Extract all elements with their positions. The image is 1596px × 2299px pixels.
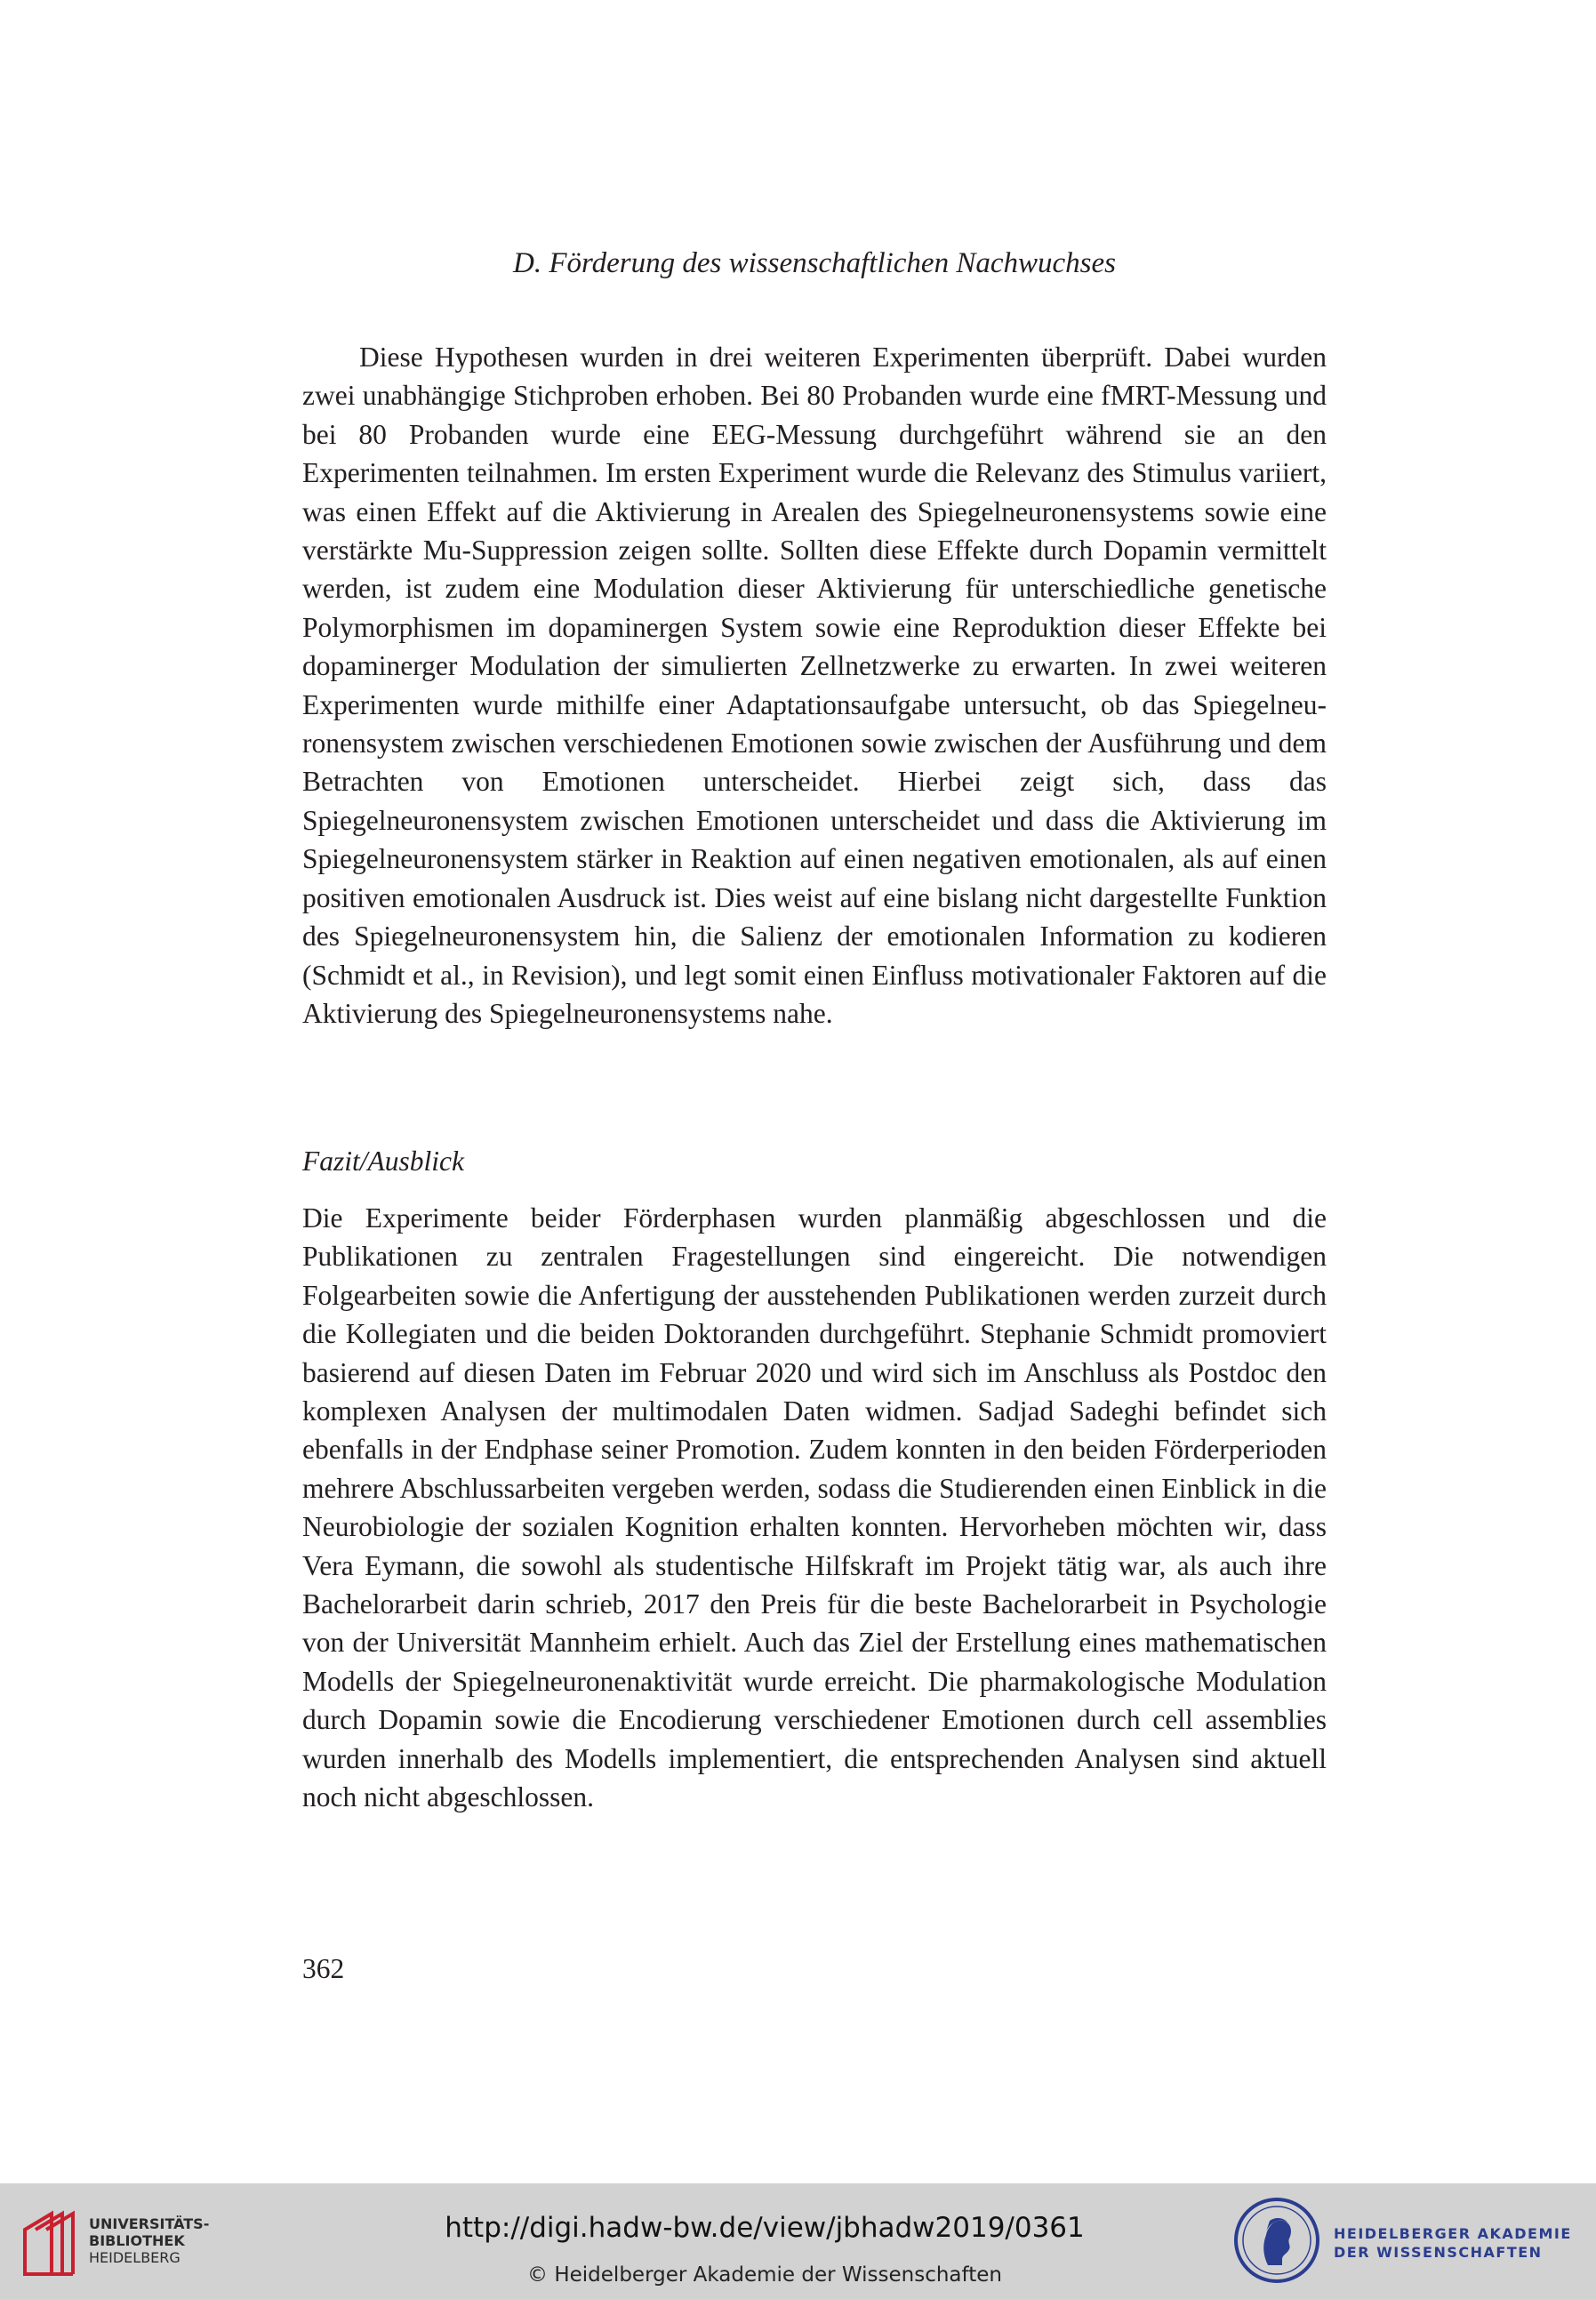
body-paragraph-1 — [302, 338, 1327, 1033]
section-heading: Fazit/Ausblick — [302, 1145, 464, 1177]
university-library-name — [89, 2215, 209, 2266]
footer-copyright: © Heidelberger Akademie der Wissenschaften — [527, 2263, 1002, 2287]
academy-name — [1334, 2224, 1572, 2262]
page-number: 362 — [302, 1953, 345, 1984]
running-head: D. Förderung des wissenschaftlichen Nachwuchses — [513, 247, 1116, 279]
footer-url-link[interactable]: http://digi.hadw-bw.de/view/jbhadw2019/0361 — [445, 2212, 1085, 2244]
footer-bar — [0, 2183, 1596, 2299]
university-library-logo-icon[interactable] — [20, 2203, 82, 2281]
academy-seal-icon[interactable] — [1232, 2196, 1321, 2285]
ub-name-line-1: UNIVERSITÄTS- — [89, 2215, 210, 2232]
academy-name-line-1: HEIDELBERGER AKADEMIE — [1334, 2225, 1572, 2242]
academy-name-line-2: DER WISSENSCHAFTEN — [1334, 2244, 1543, 2261]
body-paragraph-2 — [302, 1199, 1327, 1817]
ub-name-line-2: BIBLIOTHEK — [89, 2232, 185, 2249]
paragraph-text: Diese Hypothesen wurden in drei weiteren Experimenten überprüft. Dabei wurden zwei unabhängige Stichproben erhoben. Bei 80 Probanden wurde eine fMRT-Messung und bei 80 Probanden wurde eine EEG-Messung durchgeführt während sie an den Experimenten teilnahmen. Im ersten Experiment wurde die Relevanz des Stimulus variiert, was einen Effekt auf die Aktivierung in Arealen des Spiegelneuronensystems sowie eine verstärkte Mu-Suppression zeigen sollte. Sollten diese Effekte durch Dopamin vermittelt werden, ist zudem eine Modulation dieser Aktivierung für unterschiedliche genetische Polymorphismen im dopaminergen System sowie eine Reproduktion dieser Effekte bei dopaminerger Modulation der simulierten Zellnetzwerke zu erwarten. In zwei weiteren Experimenten wurde mithilfe einer Adaptationsaufgabe untersucht, ob das Spiegelneuronensystem zwischen verschiedenen Emotionen sowie zwischen der Ausführung und dem Betrachten von Emotionen unterscheidet. Hierbei zeigt sich, dass das Spiegelneuronensystem zwischen Emotionen unterscheidet und dass die Aktivierung im Spiegelneuronensystem stärker in Reaktion auf einen negativen emotionalen, als auf einen positiven emotionalen Ausdruck ist. Dies weist auf eine bislang nicht dargestellte Funktion des Spiegelneuronensystem hin, die Salienz der emotionalen Information zu kodieren (Schmidt et al., in Revision), und legt somit einen Einfluss motivationaler Faktoren auf die Aktivierung des Spiegelneuronensystems nahe. — [302, 342, 1327, 1029]
ub-name-line-3: HEIDELBERG — [89, 2249, 180, 2266]
paragraph-text: Die Experimente beider Förderphasen wurden planmäßig abgeschlossen und die Publikationen zu zentralen Fragestellungen sind eingereicht. Die notwendigen Folgearbeiten sowie die Anfertigung der ausstehenden Publikationen werden zurzeit durch die Kollegiaten und die beiden Doktoranden durchgeführt. Stephanie Schmidt promoviert basierend auf diesen Daten im Februar 2020 und wird sich im Anschluss als Postdoc den komplexen Analysen der multimodalen Daten widmen. Sadjad Sadeghi befindet sich ebenfalls in der Endphase seiner Promotion. Zudem konnten in den beiden Förderperioden mehrere Abschlussarbeiten vergeben werden, sodass die Studierenden einen Einblick in die Neurobiologie der sozialen Kognition erhalten konnten. Hervorheben möchten wir, dass Vera Eymann, die sowohl als studentische Hilfskraft im Projekt tätig war, als auch ihre Bachelorarbeit darin schrieb, 2017 den Preis für die beste Bachelorarbeit in Psychologie von der Universität Mannheim erhielt. Auch das Ziel der Erstellung eines mathematischen Modells der Spiegelneuronenaktivität wurde erreicht. Die pharmakologische Modulation durch Dopamin sowie die Encodierung verschiedener Emotionen durch cell assemblies wurden innerhalb des Modells implementiert, die entsprechenden Analysen sind aktuell noch nicht abgeschlossen. — [302, 1202, 1327, 1813]
